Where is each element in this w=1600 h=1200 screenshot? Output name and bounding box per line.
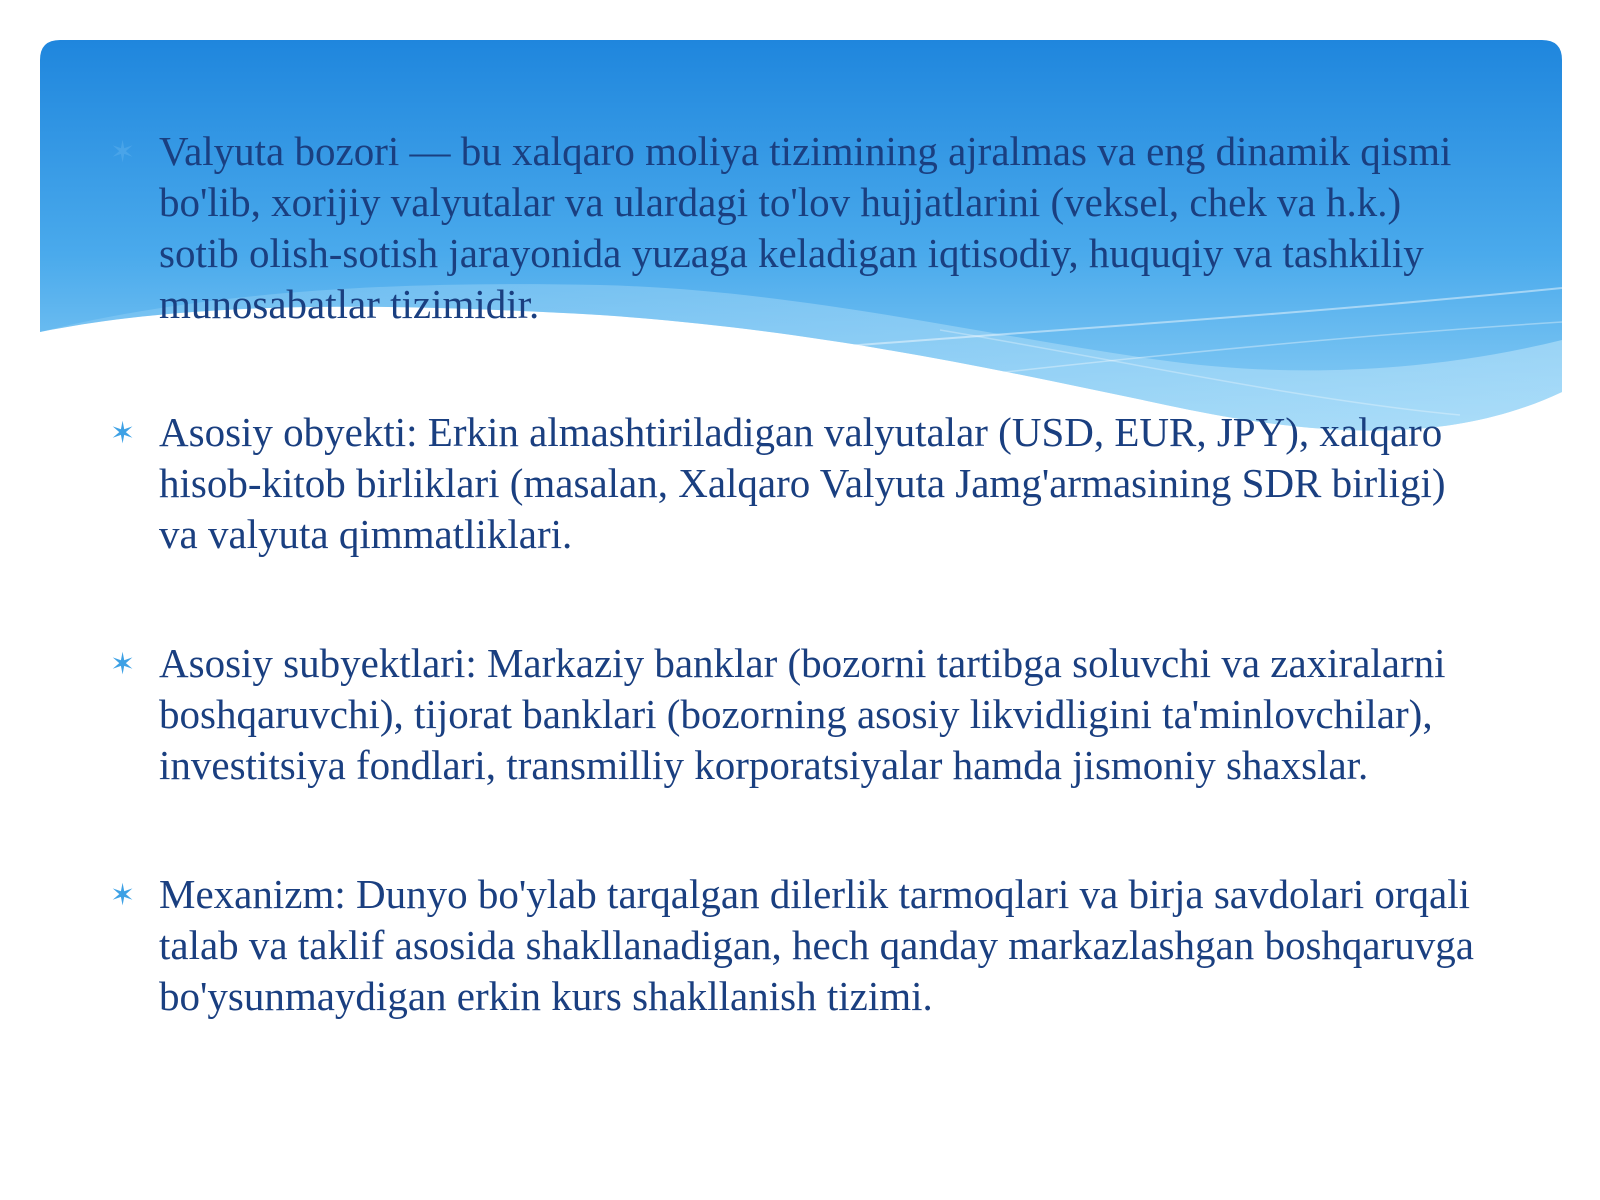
bullet-text: Asosiy subyektlari: Markaziy banklar (bozorni tartibga soluvchi va zaxiralarni boshqaruvchi), tijorat banklari (bozorning asosiy likvidligini ta'minlovchilar), investitsiya fondlari, transmilliy korporatsiyalar hamda jismoniy shaxslar. [159, 640, 1446, 788]
bullet-text: Asosiy obyekti: Erkin almashtiriladigan valyutalar (USD, EUR, JPY), xalqaro hisob-kitob birliklari (masalan, Xalqaro Valyuta Jamg'armasining SDR birligi) va valyuta qimmatliklari. [159, 409, 1446, 557]
bullet-item [110, 407, 1490, 560]
bullet-item [110, 638, 1490, 791]
star-bullet-icon: ✶ [110, 647, 136, 682]
star-bullet-icon: ✶ [110, 878, 136, 913]
star-bullet-icon: ✶ [110, 416, 136, 451]
bullet-item [110, 869, 1490, 1022]
bullet-text: Valyuta bozori — bu xalqaro moliya tizimining ajralmas va eng dinamik qismi bo'lib, xorijiy valyutalar va ulardagi to'lov hujjatlarini (veksel, chek va h.k.) sotib olish-sotish jarayonida yuzaga keladigan iqtisodiy, huquqiy va tashkiliy munosabatlar tizimidir. [159, 128, 1452, 327]
bullet-list [110, 126, 1490, 1022]
bullet-text: Mexanizm: Dunyo bo'ylab tarqalgan dilerlik tarmoqlari va birja savdolari orqali talab va taklif asosida shakllanadigan, hech qanday markazlashgan boshqaruvga bo'ysunmaydigan erkin kurs shakllanish tizimi. [159, 871, 1474, 1019]
bullet-item [110, 126, 1490, 330]
star-bullet-icon: ✶ [110, 135, 136, 170]
